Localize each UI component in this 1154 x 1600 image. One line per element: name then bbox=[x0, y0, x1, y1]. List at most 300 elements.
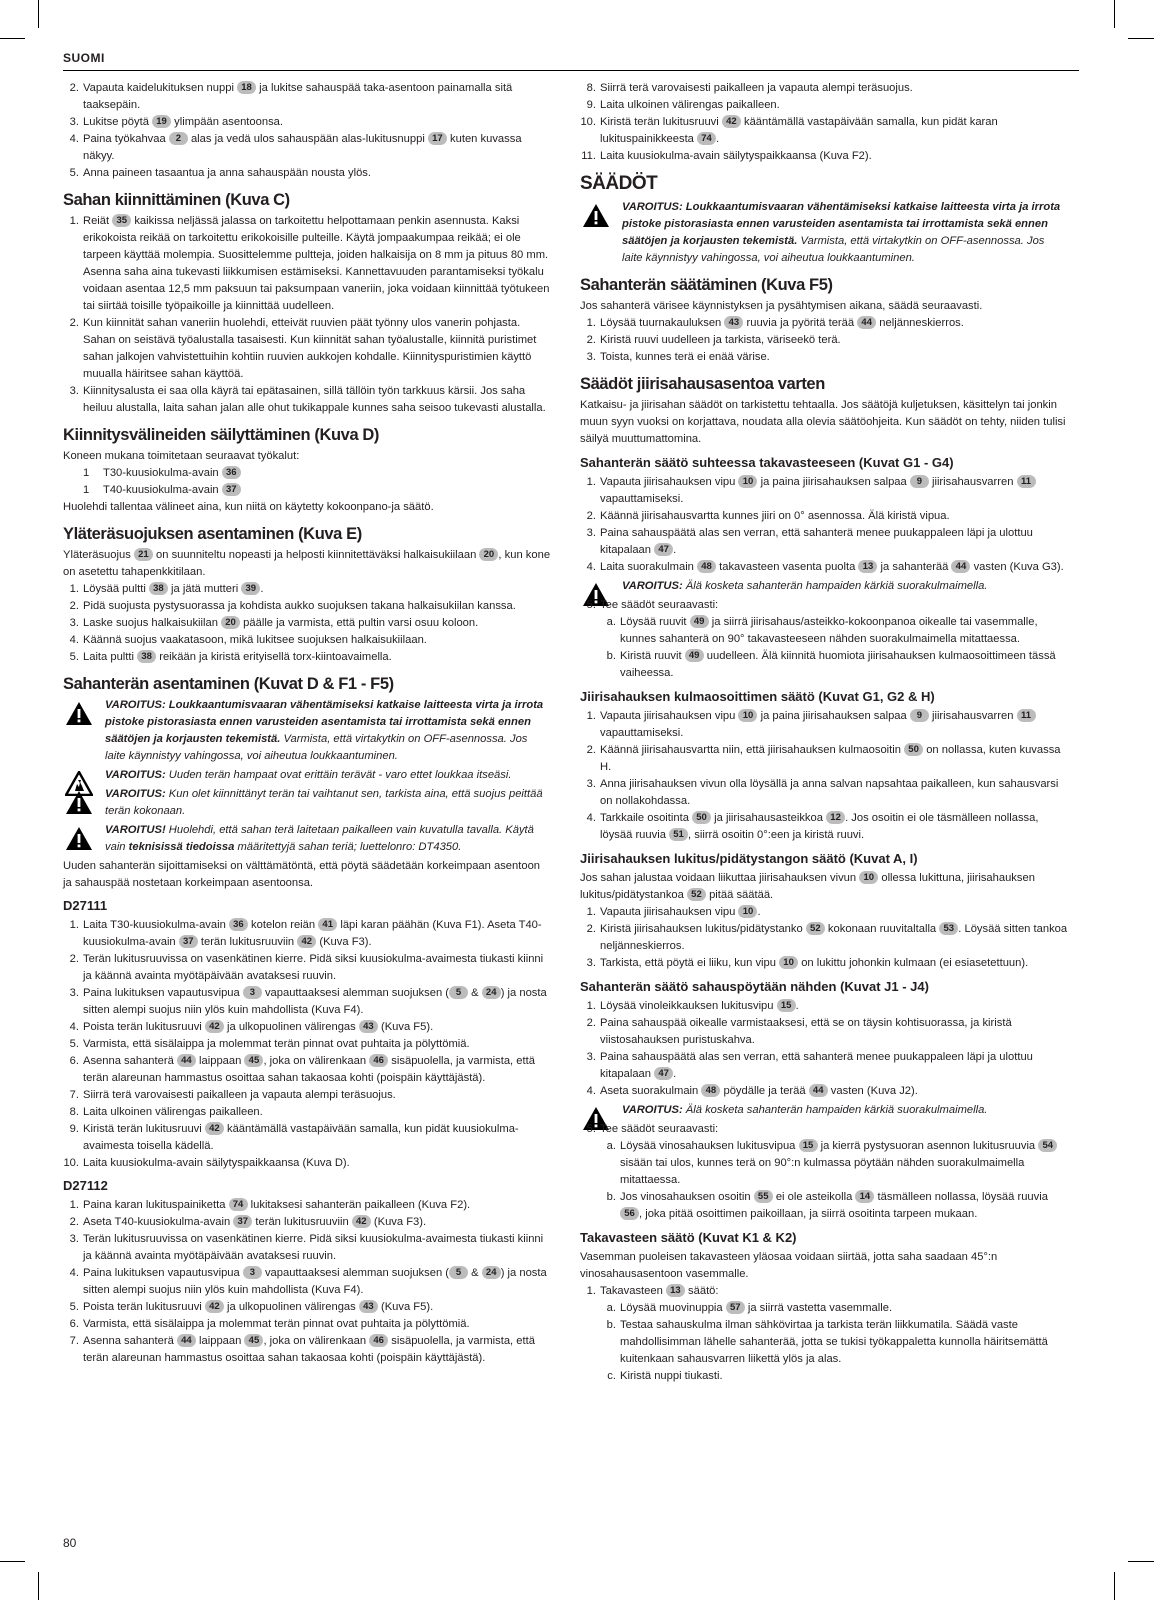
step-item bbox=[580, 998, 1068, 1015]
step-number: 3. bbox=[586, 957, 596, 969]
warnings-block bbox=[63, 697, 551, 856]
part-number-badge: 11 bbox=[1017, 709, 1036, 722]
step-item bbox=[580, 1049, 1068, 1083]
step-text: Asenna sahanterä 44 laippaan 45 , joka on välirenkaan 46 sisäpuolella, ja varmista, että terän alareunan hammastus osoittaa sahan takaosaa kohti (poispäin käyttäjästä). bbox=[83, 1335, 535, 1364]
step-number: 8. bbox=[69, 1106, 79, 1118]
step-number: 9. bbox=[69, 1123, 79, 1135]
step-text: Varmista, että sisälaippa ja molemmat terän pinnat ovat puhtaita ja pölyttömiä. bbox=[83, 1318, 470, 1330]
step-number: 2. bbox=[69, 82, 79, 94]
step-text: Asenna sahanterä 44 laippaan 45 , joka on välirenkaan 46 sisäpuolella, ja varmista, että terän alareunan hammastus osoittaa sahan takaosaa kohti (poispäin käyttäjästä). bbox=[83, 1055, 535, 1084]
paragraph: Vasemman puoleisen takavasteen yläosaa voidaan siirtää, jotta saha saadaan 45°:n vinosahausasentoon vasemmalle. bbox=[580, 1251, 998, 1280]
tool-name: T40-kuusiokulma-avain 37 bbox=[103, 484, 241, 496]
part-number-badge: 45 bbox=[244, 1054, 263, 1067]
crop-mark bbox=[1114, 0, 1115, 28]
step-item bbox=[63, 581, 551, 598]
step-item bbox=[63, 1316, 551, 1333]
step-text: Vapauta jiirisahauksen vipu 10 ja paina jiirisahauksen salpaa 9 jiirisahausvarren 11 vapauttamiseksi. bbox=[600, 710, 1036, 739]
step-number: 2. bbox=[586, 923, 596, 935]
crop-mark bbox=[1114, 1572, 1115, 1600]
step-item bbox=[63, 1333, 551, 1367]
part-number-badge: 15 bbox=[777, 999, 796, 1012]
step-item bbox=[63, 1104, 551, 1121]
sub-step-item bbox=[580, 1368, 1068, 1385]
step-text: Laita ulkoinen välirengas paikalleen. bbox=[83, 1106, 263, 1118]
part-number-badge: 3 bbox=[243, 1266, 262, 1279]
step-text: Siirrä terä varovaisesti paikalleen ja vapauta alempi teräsuojus. bbox=[600, 82, 913, 94]
part-number-badge: 54 bbox=[1038, 1139, 1057, 1152]
step-item bbox=[63, 383, 551, 417]
step-item bbox=[580, 349, 1068, 366]
step-text: Varmista, että sisälaippa ja molemmat terän pinnat ovat puhtaita ja pölyttömiä. bbox=[83, 1038, 470, 1050]
step-text: Testaa sahauskulma ilman sähkövirtaa ja tarkista terän liikkumatila. Säädä vaste mahdollisimman lähelle sahanterää, jotta se tukisi työkappaletta kunnolla häiritsemättä kuitenkaan sahausvarren liikettä ylös ja alas. bbox=[620, 1319, 1048, 1365]
step-text: Kiinnitysalusta ei saa olla käyrä tai epätasainen, sillä tällöin työn tarkkuus kärsii. Jos saha heiluu alustalla, laita sahan jalan alle ohut tukikappale kunnes saha seisoo tukevasti alustalla. bbox=[83, 385, 546, 414]
step-number: 4. bbox=[69, 133, 79, 145]
part-number-badge: 47 bbox=[654, 1067, 673, 1080]
step-number: a. bbox=[606, 1140, 616, 1152]
step-number: a. bbox=[606, 1302, 616, 1314]
step-number: 3. bbox=[586, 1051, 596, 1063]
step-number: 5. bbox=[69, 1038, 79, 1050]
step-item bbox=[63, 213, 551, 315]
part-number-badge: 42 bbox=[352, 1215, 371, 1228]
step-text: Toista, kunnes terä ei enää värise. bbox=[600, 351, 770, 363]
step-item bbox=[63, 1299, 551, 1316]
warning-note bbox=[580, 1102, 1068, 1119]
step-item bbox=[580, 1121, 1068, 1138]
step-text: Paina lukituksen vapautusvipua 3 vapauttaaksesi alemman suojuksen ( 5 & 24 ) ja nosta sitten alempi suojus niin ylös kuin mahdollista (Kuva F4). bbox=[83, 987, 547, 1016]
step-text: Kiristä terän lukitusruuvi 42 kääntämällä vastapäivään samalla, kun pidät karan lukituspainikkeesta 74 . bbox=[600, 116, 998, 145]
step-number: 2. bbox=[586, 1017, 596, 1029]
sub-step-item bbox=[580, 1300, 1068, 1317]
part-number-badge: 49 bbox=[685, 649, 704, 662]
crop-mark bbox=[38, 0, 39, 28]
part-number-badge: 24 bbox=[482, 1266, 501, 1279]
step-number: 1. bbox=[69, 583, 79, 595]
part-number-badge: 36 bbox=[229, 918, 248, 931]
bold-text: VAROITUS: bbox=[622, 580, 683, 592]
step-item bbox=[580, 1083, 1068, 1100]
step-text: Terän lukitusruuvissa on vasenkätinen kierre. Pidä siksi kuusiokulma-avaimesta tiukasti kiinni ja käännä avainta myötäpäivään avataksesi ruuvin. bbox=[83, 953, 544, 982]
part-number-badge: 46 bbox=[369, 1334, 388, 1347]
step-item bbox=[63, 1121, 551, 1155]
step-text: Laita pultti 38 reikään ja kiristä erityisellä torx-kiintoavaimella. bbox=[83, 651, 392, 663]
part-number-badge: 37 bbox=[179, 935, 198, 948]
step-item bbox=[580, 559, 1068, 576]
step-item bbox=[580, 810, 1068, 844]
part-number-badge: 37 bbox=[233, 1215, 252, 1228]
part-number-badge: 51 bbox=[669, 828, 688, 841]
step-text: Aseta T40-kuusiokulma-avain 37 terän lukitusruuviin 42 (Kuva F3). bbox=[83, 1216, 427, 1228]
warning-note bbox=[63, 697, 551, 765]
section-heading: Sahan kiinnittäminen (Kuva C) bbox=[63, 191, 290, 209]
part-number-badge: 15 bbox=[799, 1139, 818, 1152]
steps-list bbox=[580, 1283, 1068, 1300]
part-number-badge: 42 bbox=[205, 1020, 224, 1033]
step-item bbox=[63, 985, 551, 1019]
part-number-badge: 56 bbox=[620, 1207, 639, 1220]
step-number: 6. bbox=[69, 1318, 79, 1330]
step-item bbox=[63, 1053, 551, 1087]
step-number: 1. bbox=[586, 1000, 596, 1012]
step-number: 3. bbox=[69, 385, 79, 397]
part-number-badge: 14 bbox=[855, 1190, 874, 1203]
step-number: 3. bbox=[69, 116, 79, 128]
section-heading: Säädöt jiirisahausasentoa varten bbox=[580, 375, 825, 393]
step-text: Tee säädöt seuraavasti: bbox=[600, 1123, 719, 1135]
part-number-badge: 45 bbox=[244, 1334, 263, 1347]
part-number-badge: 12 bbox=[826, 811, 845, 824]
step-item bbox=[580, 904, 1068, 921]
warning-triangle-icon bbox=[65, 701, 93, 732]
step-number: 5. bbox=[69, 167, 79, 179]
paragraph: Huolehdi tallentaa välineet aina, kun niitä on käytetty kokoonpano-ja säätö. bbox=[63, 501, 434, 513]
part-number-badge: 55 bbox=[754, 1190, 773, 1203]
step-number: c. bbox=[607, 1370, 616, 1382]
part-number-badge: 57 bbox=[726, 1301, 745, 1314]
step-text: Paina sahauspää oikealle varmistaaksesi, että se on täysin kohtisuorassa, ja kiristä viistosahauksen puristuskahva. bbox=[600, 1017, 1012, 1046]
step-number: 6. bbox=[69, 1055, 79, 1067]
part-number-badge: 44 bbox=[177, 1054, 196, 1067]
step-number: 3. bbox=[586, 527, 596, 539]
step-text: Paina lukituksen vapautusvipua 3 vapauttaaksesi alemman suojuksen ( 5 & 24 ) ja nosta sitten alempi suojus niin ylös kuin mahdollista (Kuva F4). bbox=[83, 1267, 547, 1296]
warning-note bbox=[580, 199, 1068, 267]
step-item bbox=[580, 97, 1068, 114]
step-text: Poista terän lukitusruuvi 42 ja ulkopuolinen välirengas 43 (Kuva F5). bbox=[83, 1301, 434, 1313]
step-text: Tarkista, että pöytä ei liiku, kun vipu 10 on lukittu johonkin kulmaan (ei esiasetettuun). bbox=[600, 957, 1029, 969]
language-header: SUOMI bbox=[63, 51, 105, 65]
warning-text: VAROITUS! Huolehdi, että sahan terä laitetaan paikalleen vain kuvatulla tavalla. Käytä vain teknisissä tiedoissa määritettyjä sahan teriä; luettelonro: DT4350. bbox=[105, 824, 534, 853]
tool-item bbox=[63, 482, 551, 499]
step-number: 4. bbox=[69, 634, 79, 646]
step-text: Paina työkahvaa 2 alas ja vedä ulos sahauspään alas-lukitusnuppi 17 kuten kuvassa näkyy. bbox=[83, 133, 522, 162]
step-number: b. bbox=[606, 1191, 616, 1203]
step-number: 5. bbox=[586, 599, 596, 611]
step-text: Kiristä terän lukitusruuvi 42 kääntämällä vastapäivään samalla, kun pidät kuusiokulma-avaimesta toisella kädellä. bbox=[83, 1123, 519, 1152]
part-number-badge: 52 bbox=[806, 922, 825, 935]
part-number-badge: 43 bbox=[724, 316, 743, 329]
part-number-badge: 48 bbox=[697, 560, 716, 573]
tool-item bbox=[63, 465, 551, 482]
steps-list bbox=[63, 581, 551, 666]
bold-text: VAROITUS: bbox=[622, 1104, 683, 1116]
step-item bbox=[580, 597, 1068, 614]
steps-list bbox=[580, 80, 1068, 165]
step-number: 1. bbox=[69, 1199, 79, 1211]
step-text: Kiristä ruuvi uudelleen ja tarkista, väriseekö terä. bbox=[600, 334, 841, 346]
step-number: 1. bbox=[69, 215, 79, 227]
steps-list bbox=[63, 213, 551, 417]
step-item bbox=[63, 165, 551, 182]
step-number: 4. bbox=[586, 812, 596, 824]
step-text: Paina sahauspäätä alas sen verran, että sahanterä menee puukappaleen läpi ja ulottuu kitapalaan 47 . bbox=[600, 527, 1033, 556]
step-number: 3. bbox=[69, 617, 79, 629]
tool-name: T30-kuusiokulma-avain 36 bbox=[103, 467, 241, 479]
step-text: Kiristä jiirisahauksen lukitus/pidätystanko 52 kokonaan ruuvitaltalla 53 . Löysää sitten tankoa neljänneskierros. bbox=[600, 923, 1068, 952]
sub-step-item bbox=[580, 1317, 1068, 1368]
warning-triangle-icon bbox=[65, 826, 93, 857]
step-number: 4. bbox=[69, 1267, 79, 1279]
step-number: 2. bbox=[586, 334, 596, 346]
part-number-badge: 41 bbox=[318, 918, 337, 931]
step-item bbox=[580, 776, 1068, 810]
bold-text: VAROITUS! bbox=[105, 824, 166, 836]
paragraph: Yläteräsuojus 21 on suunniteltu nopeasti ja helposti kiinnitettäväksi halkaisukiilaan 20 , kun kone on asetettu tahapenkkitilaan. bbox=[63, 549, 551, 578]
sub-steps-list bbox=[580, 1300, 1068, 1385]
step-item bbox=[580, 708, 1068, 742]
step-number: 3. bbox=[69, 1233, 79, 1245]
part-number-badge: 43 bbox=[359, 1300, 378, 1313]
header-rule bbox=[63, 70, 1079, 71]
step-text: Käännä jiirisahausvartta niin, että jiirisahauksen kulmaosoitin 50 on nollassa, kuten kuvassa H. bbox=[600, 744, 1061, 773]
step-text: Laita kuusiokulma-avain säilytyspaikkaansa (Kuva F2). bbox=[600, 150, 872, 162]
step-number: 5. bbox=[69, 651, 79, 663]
part-number-badge: 11 bbox=[1017, 475, 1036, 488]
step-item bbox=[63, 1231, 551, 1265]
step-text: Takavasteen 13 säätö: bbox=[600, 1285, 719, 1297]
step-number: a. bbox=[606, 616, 616, 628]
part-number-badge: 20 bbox=[479, 548, 498, 561]
sub-steps-list bbox=[580, 614, 1068, 682]
part-number-badge: 38 bbox=[137, 650, 156, 663]
step-text: Siirrä terä varovaisesti paikalleen ja vapauta alempi teräsuojus. bbox=[83, 1089, 396, 1101]
step-number: 4. bbox=[586, 561, 596, 573]
steps-list bbox=[63, 1197, 551, 1367]
part-number-badge: 10 bbox=[738, 709, 757, 722]
step-item bbox=[63, 131, 551, 165]
crop-mark bbox=[38, 1572, 39, 1600]
part-number-badge: 5 bbox=[449, 1266, 468, 1279]
step-item bbox=[63, 1036, 551, 1053]
step-text: Käännä jiirisahausvartta kunnes jiiri on 0° asennossa. Älä kiristä vipua. bbox=[600, 510, 950, 522]
paragraph: Koneen mukana toimitetaan seuraavat työkalut: bbox=[63, 450, 300, 462]
warning-text: VAROITUS: Älä kosketa sahanterän hampaiden kärkiä suorakulmaimella. bbox=[622, 580, 988, 592]
part-number-badge: 20 bbox=[221, 616, 240, 629]
step-number: 10. bbox=[580, 116, 596, 128]
part-number-badge: 44 bbox=[951, 560, 970, 573]
part-number-badge: 74 bbox=[229, 1198, 248, 1211]
steps-list bbox=[63, 80, 551, 182]
step-number: 2. bbox=[69, 317, 79, 329]
step-text: Laita T30-kuusiokulma-avain 36 kotelon reiän 41 läpi karan päähän (Kuva F1). Aseta T40-kuusiokulma-avain 37 terän lukitusruuviin 42 (Kuva F3). bbox=[83, 919, 542, 948]
step-text: Kun kiinnität sahan vaneriin huolehdi, etteivät ruuvien päät työnny ulos vanerin pohjasta. Sahan on seistävä työalustalla tasaisesti. Kun kiinnität sahan työalustalle, kiinnitä puristimet sahan jalkojen vahvistettuihin kohtiin ruuvien aukkojen kohdalle. Kiinnityspuristimien käyttö muualla häiritsee sahan käyttöä. bbox=[83, 317, 537, 380]
part-number-badge: 24 bbox=[482, 986, 501, 999]
step-item bbox=[63, 114, 551, 131]
tool-quantity: 1 bbox=[83, 484, 90, 496]
step-item bbox=[63, 1214, 551, 1231]
crop-mark bbox=[1128, 38, 1154, 39]
paragraph: Jos sahanterä värisee käynnistyksen ja pysähtymisen aikana, säädä seuraavasti. bbox=[580, 300, 983, 312]
step-item bbox=[580, 315, 1068, 332]
step-number: 2. bbox=[69, 1216, 79, 1228]
step-text: Anna paineen tasaantua ja anna sahauspään nousta ylös. bbox=[83, 167, 371, 179]
step-text: Vapauta jiirisahauksen vipu 10 . bbox=[600, 906, 761, 918]
step-text: Lukitse pöytä 19 ylimpään asentoonsa. bbox=[83, 116, 283, 128]
step-item bbox=[63, 1087, 551, 1104]
step-item bbox=[63, 649, 551, 666]
part-number-badge: 43 bbox=[359, 1020, 378, 1033]
subsection-heading: Jiirisahauksen kulmaosoittimen säätö (Kuvat G1, G2 & H) bbox=[580, 689, 935, 704]
part-number-badge: 10 bbox=[859, 871, 878, 884]
step-number: 5. bbox=[69, 1301, 79, 1313]
step-number: 4. bbox=[586, 1085, 596, 1097]
warning-text: VAROITUS: Älä kosketa sahanterän hampaiden kärkiä suorakulmaimella. bbox=[622, 1104, 988, 1116]
step-text: Vapauta kaidelukituksen nuppi 18 ja lukitse sahauspää taka-asentoon painamalla sitä taaksepäin. bbox=[83, 82, 513, 111]
part-number-badge: 42 bbox=[205, 1122, 224, 1135]
step-item bbox=[63, 80, 551, 114]
warning-note bbox=[63, 767, 551, 784]
warning-text: VAROITUS: Loukkaantumisvaaran vähentämiseksi katkaise laitteesta virta ja irrota pistoke pistorasiasta ennen varusteiden asentamista tai irrottamista sekä ennen säätöjen ja korjausten tekemistä. Varmista, että virtakytkin on OFF-asennossa. Jos laite käynnistyy vahingossa, voi aiheutua loukkaantuminen. bbox=[105, 699, 544, 762]
step-text: Pidä suojusta pystysuorassa ja kohdista aukko suojuksen takana halkaisukiilan kanssa. bbox=[83, 600, 516, 612]
section-heading: Yläteräsuojuksen asentaminen (Kuva E) bbox=[63, 525, 362, 543]
bold-text: VAROITUS: bbox=[105, 788, 166, 800]
step-number: 9. bbox=[586, 99, 596, 111]
sub-steps-list bbox=[580, 1138, 1068, 1223]
part-number-badge: 3 bbox=[243, 986, 262, 999]
step-number: 4. bbox=[69, 1021, 79, 1033]
step-text: Jos vinosahauksen osoitin 55 ei ole asteikolla 14 täsmälleen nollassa, löysää ruuvia 56 , joka pitää osoittimen paikoillaan, ja siirrä osoitinta tarpeen mukaan. bbox=[620, 1191, 1048, 1220]
step-item bbox=[580, 474, 1068, 508]
section-heading: Kiinnitysvälineiden säilyttäminen (Kuva D) bbox=[63, 426, 380, 444]
part-number-badge: 47 bbox=[654, 543, 673, 556]
step-item bbox=[63, 1197, 551, 1214]
bold-text: teknisissä tiedoissa bbox=[128, 841, 235, 853]
bold-text: VAROITUS: bbox=[105, 769, 166, 781]
part-number-badge: 74 bbox=[697, 132, 716, 145]
left-column bbox=[63, 80, 551, 1367]
steps-list bbox=[63, 917, 551, 1172]
part-number-badge: 17 bbox=[428, 132, 447, 145]
step-text: Laita suorakulmain 48 takavasteen vasenta puolta 13 ja sahanterää 44 vasten (Kuva G3). bbox=[600, 561, 1064, 573]
step-number: 2. bbox=[586, 744, 596, 756]
tool-list bbox=[63, 465, 551, 499]
step-text: Löysää vinoleikkauksen lukitusvipu 15 . bbox=[600, 1000, 799, 1012]
section-heading: Sahanterän säätäminen (Kuva F5) bbox=[580, 276, 833, 294]
crop-mark bbox=[0, 1561, 25, 1562]
step-number: b. bbox=[606, 650, 616, 662]
section-heading: Sahanterän asentaminen (Kuvat D & F1 - F5) bbox=[63, 675, 394, 693]
warning-note bbox=[63, 822, 551, 856]
part-number-badge: 50 bbox=[692, 811, 711, 824]
step-item bbox=[580, 921, 1068, 955]
part-number-badge: 9 bbox=[910, 709, 929, 722]
step-number: 1. bbox=[586, 317, 596, 329]
steps-list bbox=[580, 904, 1068, 972]
steps-list bbox=[580, 315, 1068, 366]
part-number-badge: 39 bbox=[241, 582, 260, 595]
step-item bbox=[63, 1155, 551, 1172]
step-text: Vapauta jiirisahauksen vipu 10 ja paina jiirisahauksen salpaa 9 jiirisahausvarren 11 vapauttamiseksi. bbox=[600, 476, 1036, 505]
step-text: Laita kuusiokulma-avain säilytyspaikkaansa (Kuva D). bbox=[83, 1157, 350, 1169]
step-item bbox=[63, 1019, 551, 1036]
step-item bbox=[63, 632, 551, 649]
step-text: Terän lukitusruuvissa on vasenkätinen kierre. Pidä siksi kuusiokulma-avaimesta tiukasti kiinni ja käännä avainta myötäpäivään avataksesi ruuvin. bbox=[83, 1233, 544, 1262]
step-number: 3. bbox=[586, 778, 596, 790]
step-text: Löysää vinosahauksen lukitusvipua 15 ja kierrä pystysuoran asennon lukitusruuvia 54 sisään tai ulos, kunnes terä on 90°:n kulmassa pöytään nähden suorakulmaimella mitattaessa. bbox=[620, 1140, 1057, 1186]
step-text: Käännä suojus vaakatasoon, mikä lukitsee suojuksen halkaisukiilaan. bbox=[83, 634, 427, 646]
step-number: 1. bbox=[69, 919, 79, 931]
page-number: 80 bbox=[63, 1536, 77, 1550]
tool-quantity: 1 bbox=[83, 467, 90, 479]
step-text: Löysää pultti 38 ja jätä mutteri 39 . bbox=[83, 583, 264, 595]
part-number-badge: 50 bbox=[904, 743, 923, 756]
part-number-badge: 13 bbox=[666, 1284, 685, 1297]
part-number-badge: 38 bbox=[149, 582, 168, 595]
step-text: Reiät 35 kaikissa neljässä jalassa on tarkoitettu helpottamaan penkin asennusta. Kaksi erikokoista reikää on tarkoitettu erikokoisille pulteille. Käytä jompaakumpaa reikää; ei ole tarpeen käyttää molempia. Suosittelemme pultteja, joiden halkaisija on 8 mm ja pituus 80 mm. Asenna saha aina tukevasti liikkumisen estämiseksi. Kannettavuuden parantamiseksi työkalu voidaan asentaa 12,5 mm paksuun tai paksumpaan vaneriin, joka voidaan kiinnittää työtukeen tai siirtää toisille työpaikoille ja kiinnittää uudelleen. bbox=[83, 215, 550, 312]
part-number-badge: 44 bbox=[857, 316, 876, 329]
part-number-badge: 35 bbox=[112, 214, 131, 227]
steps-list bbox=[580, 708, 1068, 844]
part-number-badge: 5 bbox=[449, 986, 468, 999]
step-item bbox=[63, 951, 551, 985]
warning-text: VAROITUS: Loukkaantumisvaaran vähentämiseksi katkaise laitteesta virta ja irrota pistoke pistorasiasta ennen varusteiden asentamista tai irrottamista sekä ennen säätöjen ja korjausten tekemistä. Varmista, että virtakytkin on OFF-asennossa. Jos laite käynnistyy vahingossa, voi aiheutua loukkaantuminen. bbox=[622, 201, 1061, 264]
step-number: 1. bbox=[586, 906, 596, 918]
warning-text: VAROITUS: Kun olet kiinnittänyt terän tai vaihtanut sen, tarkista aina, että suojus peittää terän kokonaan. bbox=[105, 788, 543, 817]
model-heading: D27112 bbox=[63, 1178, 108, 1193]
part-number-badge: 10 bbox=[779, 956, 798, 969]
step-text: Laita ulkoinen välirengas paikalleen. bbox=[600, 99, 780, 111]
step-text: Kiristä ruuvit 49 uudelleen. Älä kiinnitä huomiota jiirisahauksen kulmaosoittimeen tässä vaiheessa. bbox=[620, 650, 1056, 679]
part-number-badge: 13 bbox=[858, 560, 877, 573]
step-item bbox=[580, 332, 1068, 349]
warning-triangle-icon bbox=[65, 790, 93, 821]
step-text: Laske suojus halkaisukiilan 20 päälle ja varmista, että pultin varsi osuu koloon. bbox=[83, 617, 479, 629]
part-number-badge: 10 bbox=[738, 475, 757, 488]
warning-text: VAROITUS: Uuden terän hampaat ovat erittäin terävät - varo ettet loukkaa itseäsi. bbox=[105, 769, 512, 781]
step-item bbox=[580, 1283, 1068, 1300]
part-number-badge: 42 bbox=[297, 935, 316, 948]
step-number: 11. bbox=[581, 150, 596, 162]
step-number: 2. bbox=[69, 600, 79, 612]
step-number: 1. bbox=[586, 710, 596, 722]
subsection-heading: Takavasteen säätö (Kuvat K1 & K2) bbox=[580, 1230, 797, 1245]
step-number: 1. bbox=[586, 1285, 596, 1297]
warning-note bbox=[63, 786, 551, 820]
part-number-badge: 10 bbox=[738, 905, 757, 918]
bold-text: VAROITUS: Loukkaantumisvaaran vähentämiseksi katkaise laitteesta virta ja irrota pistoke pistorasiasta ennen varusteiden asentamista tai irrottamista sekä ennen säätöjen ja korjausten tekemistä. bbox=[622, 201, 1061, 247]
step-number: 3. bbox=[586, 351, 596, 363]
part-number-badge: 52 bbox=[687, 888, 706, 901]
steps-list bbox=[580, 1121, 1068, 1138]
step-item bbox=[580, 742, 1068, 776]
step-item bbox=[580, 955, 1068, 972]
subsection-heading: Jiirisahauksen lukitus/pidätystangon säätö (Kuvat A, I) bbox=[580, 851, 918, 866]
step-number: 7. bbox=[69, 1335, 79, 1347]
part-number-badge: 36 bbox=[222, 466, 241, 479]
step-number: 3. bbox=[69, 987, 79, 999]
step-text: Poista terän lukitusruuvi 42 ja ulkopuolinen välirengas 43 (Kuva F5). bbox=[83, 1021, 434, 1033]
chapter-heading: SÄÄDÖT bbox=[580, 173, 658, 194]
part-number-badge: 9 bbox=[910, 475, 929, 488]
step-item bbox=[63, 917, 551, 951]
step-item bbox=[63, 615, 551, 632]
part-number-badge: 49 bbox=[690, 615, 709, 628]
step-text: Aseta suorakulmain 48 pöydälle ja terää 44 vasten (Kuva J2). bbox=[600, 1085, 918, 1097]
step-item bbox=[580, 525, 1068, 559]
step-item bbox=[63, 598, 551, 615]
step-number: 2. bbox=[586, 510, 596, 522]
step-text: Löysää tuurnakauluksen 43 ruuvia ja pyöritä terää 44 neljänneskierros. bbox=[600, 317, 964, 329]
steps-list bbox=[580, 474, 1068, 576]
step-text: Tee säädöt seuraavasti: bbox=[600, 599, 719, 611]
step-item bbox=[580, 508, 1068, 525]
step-number: 1. bbox=[586, 476, 596, 488]
step-text: Tarkkaile osoitinta 50 ja jiirisahausasteikkoa 12 . Jos osoitin ei ole täsmälleen nollassa, löysää ruuvia 51 , siirrä osoitin 0°:een ja kiristä ruuvi. bbox=[600, 812, 1039, 841]
step-number: 7. bbox=[69, 1089, 79, 1101]
part-number-badge: 44 bbox=[177, 1334, 196, 1347]
part-number-badge: 21 bbox=[134, 548, 153, 561]
steps-list bbox=[580, 998, 1068, 1100]
paragraph: Uuden sahanterän sijoittamiseksi on välttämätöntä, että pöytä säädetään korkeimpaan asentoon ja sahauspää nostetaan korkeimpaan asentoonsa. bbox=[63, 860, 541, 889]
